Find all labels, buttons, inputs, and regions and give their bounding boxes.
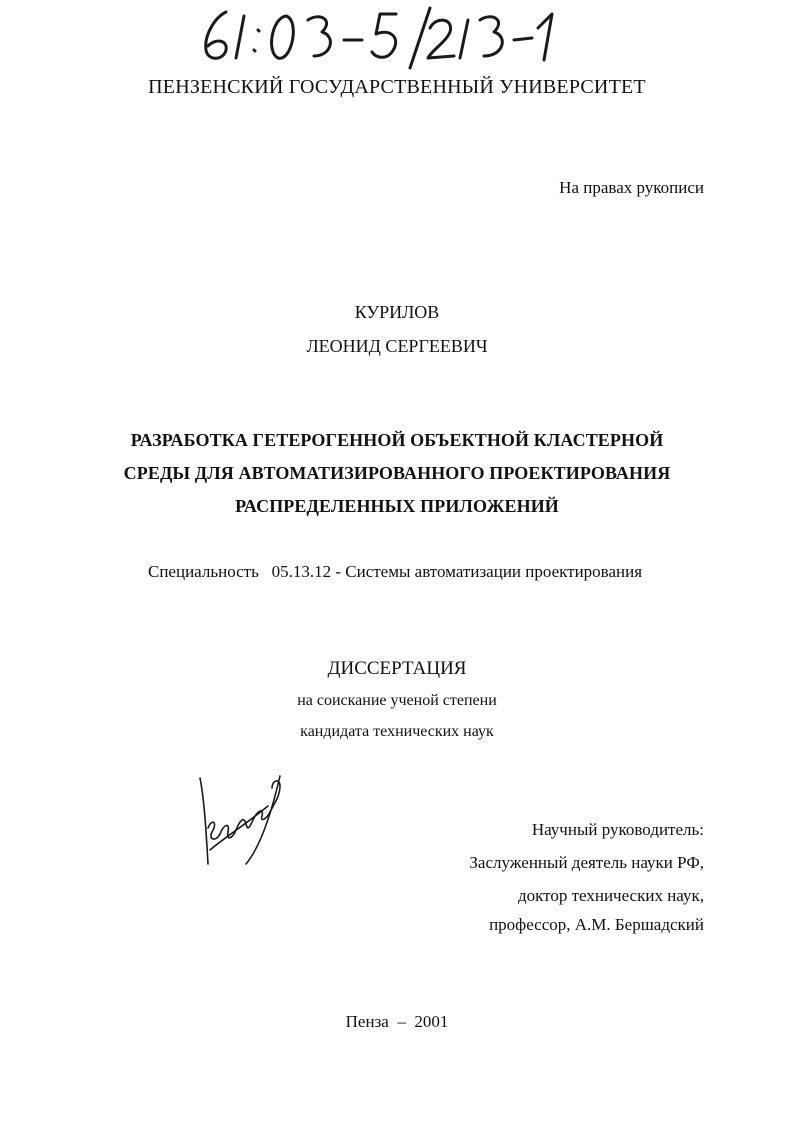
place-and-year: Пенза – 2001 bbox=[345, 1012, 449, 1031]
author-surname: КУРИЛОВ bbox=[354, 302, 440, 322]
author-signature bbox=[188, 768, 288, 872]
university-name: ПЕНЗЕНСКИЙ ГОСУДАРСТВЕННЫЙ УНИВЕРСИТЕТ bbox=[148, 76, 646, 98]
document-type: ДИССЕРТАЦИЯ bbox=[327, 658, 467, 679]
thesis-title-line-1: РАЗРАБОТКА ГЕТЕРОГЕННОЙ ОБЪЕКТНОЙ КЛАСТЕРНОЙ bbox=[130, 430, 664, 450]
handwritten-archive-code bbox=[196, 6, 566, 70]
degree-line-1: на соискание ученой степени bbox=[297, 692, 497, 709]
specialty: Специальность 05.13.12 - Системы автоматизации проектирования bbox=[148, 562, 643, 581]
archive-code-strokes bbox=[196, 6, 566, 70]
supervisor-label: Научный руководитель: bbox=[531, 820, 704, 839]
thesis-title-line-3: РАСПРЕДЕЛЕННЫХ ПРИЛОЖЕНИЙ bbox=[235, 496, 559, 516]
supervisor-degree: доктор технических наук, bbox=[517, 886, 704, 905]
supervisor-name: профессор, А.М. Бершадский bbox=[489, 915, 704, 934]
degree-line-2: кандидата технических наук bbox=[300, 723, 494, 740]
thesis-title-line-2: СРЕДЫ ДЛЯ АВТОМАТИЗИРОВАННОГО ПРОЕКТИРОВАНИЯ bbox=[123, 463, 671, 483]
supervisor-honorary-title: Заслуженный деятель науки РФ, bbox=[469, 853, 704, 872]
manuscript-rights: На правах рукописи bbox=[559, 178, 704, 197]
signature-strokes bbox=[188, 768, 288, 872]
author-given-names: ЛЕОНИД СЕРГЕЕВИЧ bbox=[306, 336, 488, 356]
